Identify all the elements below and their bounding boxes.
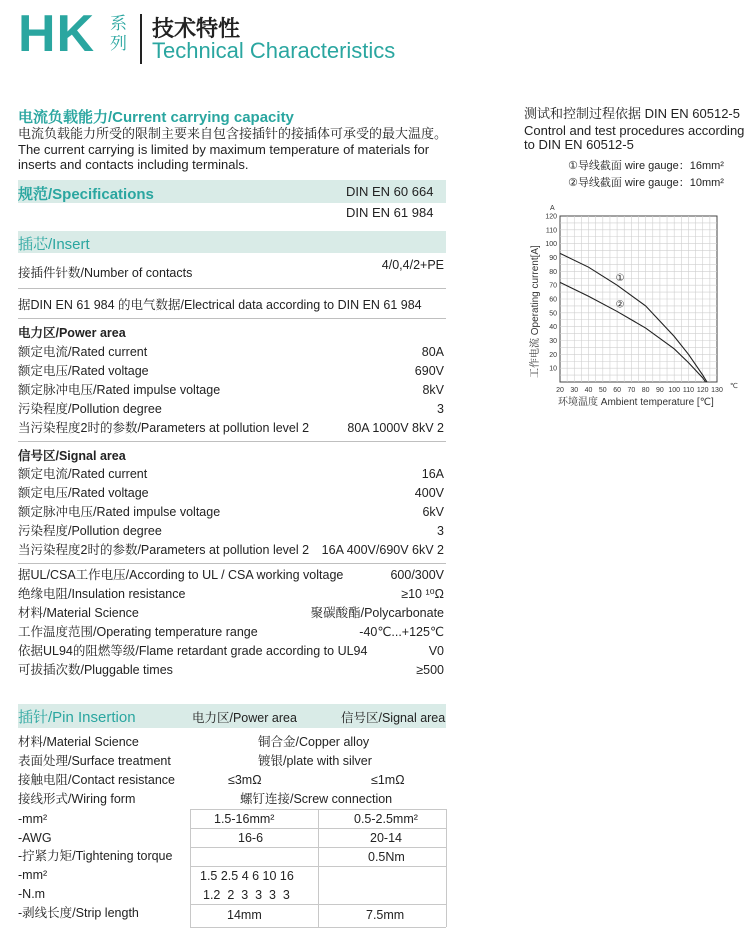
signal-row (18, 465, 444, 484)
x-tick-label: 120 (696, 387, 709, 394)
x-tick-label: 20 (556, 387, 564, 394)
power-row (18, 400, 444, 419)
pin-nm-label: -N.m (18, 887, 46, 901)
power-row-label: 额定电流/Rated current (18, 345, 148, 359)
insert-row-label: 依据UL94的阻燃等级/Flame retardant grade according to UL94 (18, 644, 368, 658)
current-capacity-cn: 电流负载能力所受的限制主要来自包含接插针的接插体可承受的最大温度。 (18, 126, 448, 141)
y-tick-label: 10 (549, 365, 557, 373)
signal-row (18, 503, 444, 522)
insert-row-value: ≥500 (416, 663, 444, 677)
x-tick-label: 30 (570, 387, 579, 394)
insert-row (18, 566, 444, 585)
divider (18, 318, 446, 319)
y-tick-label: 90 (549, 255, 557, 262)
x-tick-label: 50 (598, 387, 607, 394)
y-tick-label: 30 (549, 338, 557, 345)
current-temperature-chart (508, 196, 746, 414)
test-line-cn: 测试和控制过程依据 DIN EN 60512-5 (524, 106, 740, 121)
contacts-row (18, 258, 444, 283)
pin-power-col: 电力区/Power area (192, 711, 297, 725)
series-line-2 (560, 282, 706, 382)
y-tick-label: 20 (549, 351, 557, 359)
legend-wire-16: ①导线截面 wire gauge：16mm² (568, 160, 724, 172)
power-area-heading: 电力区/Power area (18, 326, 126, 340)
signal-row (18, 522, 444, 541)
pin-material-label: 材料/Material Science (18, 735, 139, 749)
header-divider (140, 14, 142, 64)
series-label: 系列 (110, 14, 127, 53)
pin-strip-label: -剥线长度/Strip length (18, 906, 139, 920)
insert-row (18, 642, 444, 661)
x-tick-label: 40 (584, 387, 593, 394)
pin-wiring-value: 螺钉连接/Screw connection (240, 792, 393, 806)
y-tick-label: 120 (545, 213, 557, 221)
x-tick-label: 70 (627, 387, 636, 394)
insert-title: 插芯/Insert (18, 236, 90, 253)
x-tick-label: 130 (711, 387, 723, 394)
power-row (18, 343, 444, 362)
pin-signal-col: 信号区/Signal area (341, 711, 446, 725)
current-capacity-title: 电流负载能力/Current carrying capacity (18, 109, 294, 126)
insert-row (18, 623, 444, 642)
grid-line (190, 927, 446, 928)
pin-contact-label: 接触电阻/Contact resistance (18, 773, 175, 787)
insert-row-label: 据UL/CSA工作电压/According to UL / CSA working voltage (18, 568, 344, 582)
current-capacity-en-2: inserts and contacts including terminals. (18, 157, 249, 172)
page-title-en: Technical Characteristics (152, 38, 396, 63)
pin-nm-power: 1.2 2 3 3 3 3 (203, 888, 290, 902)
grid-line (446, 809, 447, 927)
y-tick-label: 50 (549, 310, 557, 318)
y-tick-labels (545, 214, 557, 373)
electrical-note-text: 据DIN EN 61 984 的电气数据/Electrical data according to DIN EN 61 984 (18, 298, 422, 312)
x-tick-label: 80 (641, 387, 650, 394)
pin-surface-label: 表面处理/Surface treatment (18, 754, 171, 768)
signal-row-value: 400V (414, 486, 444, 500)
insert-row-value: 600/300V (390, 568, 444, 582)
signal-row-label: 额定电压/Rated voltage (18, 486, 149, 500)
brand-hk: HK (18, 5, 96, 63)
pin-mm2-power: 1.5-16mm² (214, 812, 275, 826)
insert-row (18, 604, 444, 623)
power-row-value: 80A 1000V 8kV 2 (347, 421, 444, 435)
power-row-value: 3 (437, 402, 444, 416)
power-row-label: 额定电压/Rated voltage (18, 364, 149, 378)
pin-contact-signal: ≤1mΩ (371, 773, 405, 787)
insert-row-label: 绝缘电阻/Insulation resistance (18, 587, 186, 601)
pin-material-value: 铜合金/Copper alloy (258, 735, 370, 749)
grid-line (318, 809, 319, 927)
electrical-note (18, 296, 444, 315)
divider (18, 441, 446, 442)
chart-series (560, 253, 707, 382)
pin-mm2-label: -mm² (18, 812, 48, 826)
signal-row-label: 当污染程度2时的参数/Parameters at pollution level 2 (18, 543, 310, 557)
signal-row-label: 污染程度/Pollution degree (18, 524, 162, 538)
pin-wiring-label: 接线形式/Wiring form (18, 792, 136, 806)
signal-row (18, 484, 444, 503)
x-tick-label: 110 (682, 387, 695, 394)
divider (18, 288, 446, 289)
y-tick-label: 40 (549, 324, 557, 332)
x-tick-label: 100 (668, 387, 681, 394)
y-tick-label: 70 (549, 282, 557, 290)
chart-grid (560, 216, 717, 382)
y-tick-label: 100 (545, 241, 557, 249)
insert-row-label: 可拔插次数/Pluggable times (18, 663, 173, 677)
contacts-value: 4/0,4/2+PE (381, 258, 444, 272)
test-line-en-1: Control and test procedures according (524, 123, 745, 138)
pin-surface-value: 镀银/plate with silver (258, 754, 372, 768)
x-tick-label: 90 (656, 387, 664, 394)
series-label-1: ① (615, 273, 625, 285)
grid-line (190, 809, 191, 927)
signal-row-value: 16A 400V/690V 6kV 2 (321, 543, 444, 557)
x-tick-labels (556, 387, 723, 394)
insert-row (18, 661, 444, 680)
x-tick-label: 60 (613, 387, 621, 394)
divider (18, 563, 446, 564)
insert-row-value: V0 (428, 644, 444, 658)
signal-row-label: 额定脉冲电压/Rated impulse voltage (18, 505, 221, 519)
signal-row-value: 16A (421, 467, 444, 481)
signal-row-label: 额定电流/Rated current (18, 467, 148, 481)
y-tick-label: 60 (549, 296, 557, 304)
test-line-en-2: to DIN EN 60512-5 (524, 137, 634, 152)
current-capacity-en-1: The current carrying is limited by maximum temperature of materials for (18, 142, 430, 157)
x-unit-label: ℃ (730, 383, 738, 390)
x-axis-label: 环境温度 Ambient temperature [℃] (558, 397, 714, 408)
insert-row-value: -40℃...+125℃ (359, 625, 444, 639)
pin-contact-power: ≤3mΩ (228, 773, 262, 787)
y-tick-label: 110 (545, 227, 557, 235)
power-row-label: 当污染程度2时的参数/Parameters at pollution level 2 (18, 421, 310, 435)
y-tick-label: 80 (549, 268, 557, 276)
power-row-label: 额定脉冲电压/Rated impulse voltage (18, 383, 221, 397)
pin-awg-signal: 20-14 (370, 831, 402, 845)
power-row (18, 419, 444, 438)
pin-torque-label: -拧紧力矩/Tightening torque (18, 849, 173, 863)
power-row (18, 381, 444, 400)
insert-row-value: 聚碳酸酯/Polycarbonate (310, 606, 444, 620)
signal-row (18, 541, 444, 560)
pin-awg-power: 16-6 (238, 831, 264, 845)
pin-awg-label: -AWG (18, 831, 52, 845)
y-unit-label: A (550, 205, 555, 212)
pin-title: 插针/Pin Insertion (18, 709, 136, 726)
pin-mm2b-label: -mm² (18, 868, 48, 882)
signal-area-heading: 信号区/Signal area (18, 449, 126, 463)
pin-mm2b-power: 1.5 2.5 4 6 10 16 (200, 869, 294, 883)
spec-standard-2: DIN EN 61 984 (346, 205, 434, 220)
series-line-1 (560, 253, 707, 382)
power-row (18, 362, 444, 381)
power-row-value: 8kV (422, 383, 444, 397)
specs-title: 规范/Specifications (18, 186, 154, 203)
insert-row (18, 585, 444, 604)
pin-strip-signal: 7.5mm (366, 908, 405, 922)
page-title-cn: 技术特性 (152, 16, 241, 41)
insert-row-label: 工作温度范围/Operating temperature range (18, 625, 258, 639)
insert-row-value: ≥10 ¹⁰Ω (401, 587, 444, 601)
pin-mm2-signal: 0.5-2.5mm² (354, 812, 418, 826)
pin-strip-power: 14mm (227, 908, 262, 922)
power-row-value: 80A (421, 345, 444, 359)
spec-standard-1: DIN EN 60 664 (346, 184, 434, 199)
pin-torque-signal: 0.5Nm (368, 850, 405, 864)
series-label-2: ② (615, 299, 625, 311)
power-row-value: 690V (414, 364, 444, 378)
insert-row-label: 材料/Material Science (18, 606, 139, 620)
y-axis-label: 工作电流 Operating current[A] (530, 245, 541, 378)
legend-wire-10: ②导线截面 wire gauge：10mm² (568, 177, 724, 189)
signal-row-value: 3 (437, 524, 444, 538)
power-row-label: 污染程度/Pollution degree (18, 402, 162, 416)
contacts-label: 接插件针数/Number of contacts (18, 266, 193, 280)
signal-row-value: 6kV (422, 505, 444, 519)
